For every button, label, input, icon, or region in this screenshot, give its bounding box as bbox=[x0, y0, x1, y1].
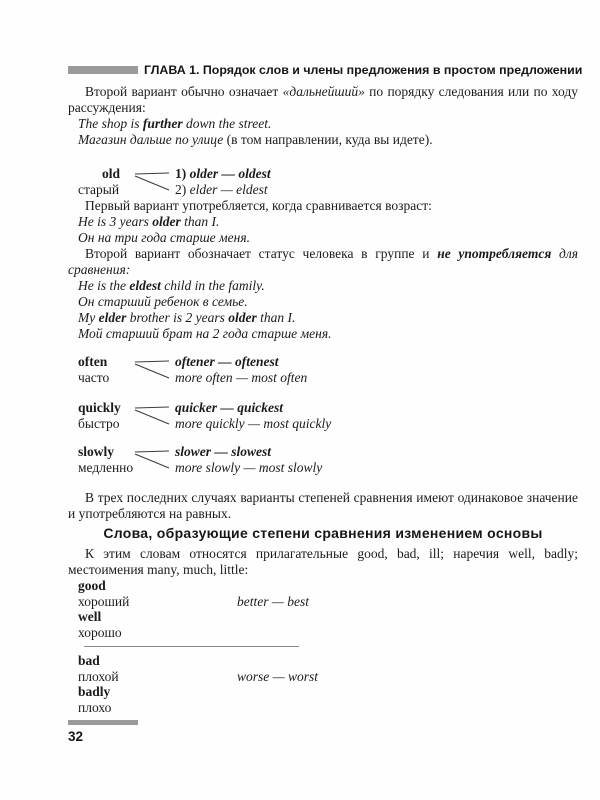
diagram-variant-1: oftener — oftenest bbox=[175, 354, 279, 369]
diagram-variant-1: 1) older — oldest bbox=[175, 166, 271, 181]
irregular-forms: better — best bbox=[237, 593, 309, 609]
branch-lines-icon bbox=[134, 166, 170, 198]
note-paragraph: В трех последних случаях варианты степеней сравнения имеют одинаковое значение и употребляются на равных. bbox=[68, 490, 578, 521]
irregular-translation: хорошо bbox=[78, 624, 122, 640]
diagram-variant-2: more often — most often bbox=[175, 370, 308, 385]
diagram-translation: старый bbox=[78, 182, 120, 197]
diagram-forms-column bbox=[170, 354, 307, 386]
footer-bar bbox=[68, 720, 138, 725]
diagram-variant-1: slower — slowest bbox=[175, 444, 272, 459]
diagram-word: old bbox=[102, 166, 121, 181]
section-heading: Слова, образующие степени сравнения изменением основы bbox=[103, 525, 543, 541]
page-number: 32 bbox=[68, 729, 84, 744]
diagram-variant-2: 2) elder — eldest bbox=[175, 182, 268, 197]
example-russian-elder: Мой старший брат на 2 года старше меня. bbox=[78, 326, 332, 341]
diagram-word-column bbox=[78, 444, 134, 476]
group-divider bbox=[84, 646, 299, 647]
page-footer bbox=[68, 720, 578, 745]
diagram-word: often bbox=[78, 354, 108, 369]
irregular-word: well bbox=[78, 609, 102, 624]
diagram-translation: часто bbox=[78, 370, 110, 385]
example-english-elder: My elder brother is 2 years older than I. bbox=[78, 310, 296, 325]
irregular-translation: плохо bbox=[78, 699, 112, 715]
irregular-word: bad bbox=[78, 653, 100, 668]
chapter-title: ГЛАВА 1. Порядок слов и члены предложения в простом предложении bbox=[144, 63, 583, 77]
diagram-variant-2: more quickly — most quickly bbox=[175, 416, 332, 431]
diagram-forms-column bbox=[170, 400, 331, 432]
diagram-variant-1: quicker — quickest bbox=[175, 400, 283, 415]
header-bar bbox=[68, 66, 138, 74]
diagram-translation: медленно bbox=[78, 460, 134, 475]
irregular-group-good-well bbox=[68, 578, 578, 640]
diagram-word-column bbox=[78, 166, 134, 198]
irregular-translation: плохой bbox=[78, 668, 119, 684]
usage2-paragraph: Второй вариант обозначает статус человека в группе и не употребляется для сравнения: bbox=[68, 246, 578, 277]
diagram-word-column bbox=[78, 354, 134, 386]
irregular-forms: worse — worst bbox=[237, 668, 319, 684]
example-russian-older: Он на три года старше меня. bbox=[78, 230, 250, 245]
example-russian-further: Магазин дальше по улице (в том направлении, куда вы идете). bbox=[78, 132, 433, 147]
example-english-eldest: He is the eldest child in the family. bbox=[78, 278, 265, 293]
irregular-word: badly bbox=[78, 684, 111, 699]
irregular-translation: хороший bbox=[78, 593, 130, 609]
usage1-paragraph: Первый вариант употребляется, когда сравнивается возраст: bbox=[85, 198, 432, 213]
branch-lines-icon bbox=[134, 354, 170, 386]
diagram-variant-2: more slowly — most slowly bbox=[175, 460, 323, 475]
section-paragraph: К этим словам относятся прилагательные good, bad, ill; наречия well, badly; местоимения many, much, little: bbox=[68, 546, 578, 577]
branch-lines-icon bbox=[134, 444, 170, 476]
diagram-forms-column bbox=[170, 166, 271, 198]
word-diagram-slowly bbox=[68, 444, 578, 476]
irregular-group-bad-badly bbox=[68, 653, 578, 715]
word-diagram-quickly bbox=[68, 400, 578, 432]
diagram-word: quickly bbox=[78, 400, 121, 415]
chapter-header bbox=[68, 62, 583, 78]
diagram-word: slowly bbox=[78, 444, 115, 459]
diagram-forms-column bbox=[170, 444, 322, 476]
example-russian-eldest: Он старший ребенок в семье. bbox=[78, 294, 248, 309]
diagram-word-column bbox=[78, 400, 134, 432]
intro-paragraph: Второй вариант обычно означает «дальнейший» по порядку следования или по ходу рассуждения: bbox=[68, 84, 578, 115]
irregular-word: good bbox=[78, 578, 106, 593]
example-english-further: The shop is further down the street. bbox=[78, 116, 272, 131]
diagram-translation: быстро bbox=[78, 416, 120, 431]
example-english-older: He is 3 years older than I. bbox=[78, 214, 220, 229]
word-diagram-often bbox=[68, 354, 578, 386]
branch-lines-icon bbox=[134, 400, 170, 432]
word-diagram-old bbox=[68, 166, 578, 198]
